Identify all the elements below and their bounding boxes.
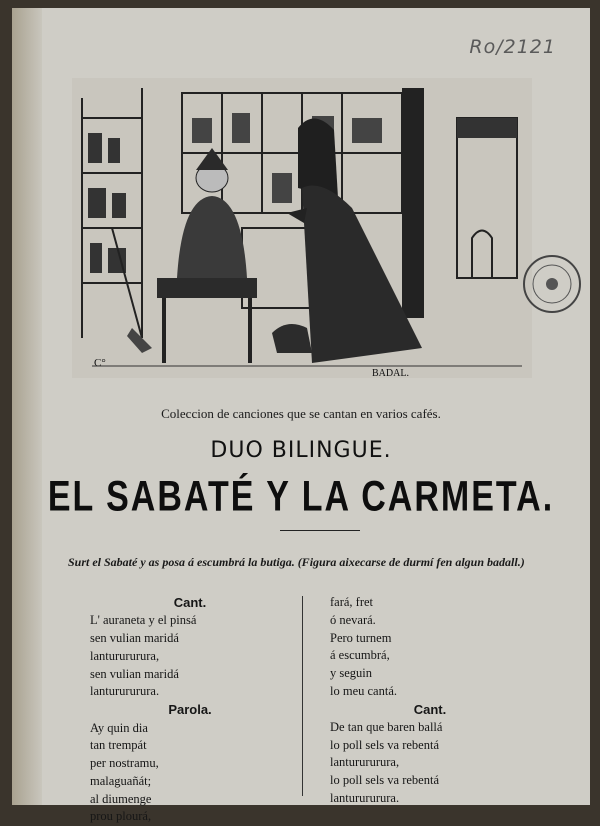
engraver-signature-left: C° [94, 357, 106, 369]
section-heading: Parola. [168, 702, 212, 718]
left-column [90, 594, 290, 826]
verse-line: lo poll sels va rebentá [330, 737, 439, 752]
verse-line: De tan que baren ballá [330, 719, 443, 734]
verse-line: L' auraneta y el pinsá [90, 613, 197, 628]
collection-line: Coleccion de canciones que se cantan en varios cafés. [161, 406, 441, 421]
column-divider [302, 596, 303, 796]
handwritten-reference: Ro/2121 [469, 36, 556, 58]
verse-line: á escumbrá, [330, 648, 390, 663]
verse-line: lanturururura, [90, 648, 160, 663]
engraver-signature-right: BADAL. [372, 368, 409, 378]
document-page [12, 8, 590, 824]
verse-line: per nostramu, [90, 756, 159, 771]
verse-line: lanturururura. [90, 684, 160, 699]
verse-line: lo poll sels va rebentá [330, 773, 439, 788]
verse-line: ó nevará. [330, 612, 376, 627]
section-heading: Cant. [413, 701, 447, 717]
library-stamp-icon [520, 252, 584, 316]
verse-line: fará, fret [330, 595, 374, 609]
verse-line: lanturururura, [330, 755, 400, 770]
verse-line: lanturururura. [330, 790, 400, 805]
title-divider [280, 530, 360, 531]
right-column [330, 594, 530, 808]
verse-line: Ay quin dia [90, 720, 148, 735]
verse-line: y seguin [330, 666, 373, 680]
engraving-illustration [72, 78, 532, 378]
verse-line: al diumenge [90, 791, 152, 806]
verse-line: sen vulian maridá [90, 631, 179, 646]
verse-line: malaguañát; [90, 773, 152, 788]
section-heading: Cant. [173, 595, 207, 610]
page-title: EL SABATÉ Y LA CARMETA. [47, 473, 555, 521]
verse-line: lo meu cantá. [330, 683, 397, 698]
subtitle: DUO BILINGUE. [210, 438, 392, 463]
verse-line: sen vulian maridá [90, 666, 179, 681]
verse-line: tan trempát [90, 738, 147, 753]
verse-line: prou plourá, [90, 809, 152, 824]
stage-direction: Surt el Sabaté y as posa á escumbrá la butiga. (Figura aixecarse de durmí fen algun badall.) [68, 555, 525, 569]
verse-line: Pero turnem [330, 630, 392, 645]
